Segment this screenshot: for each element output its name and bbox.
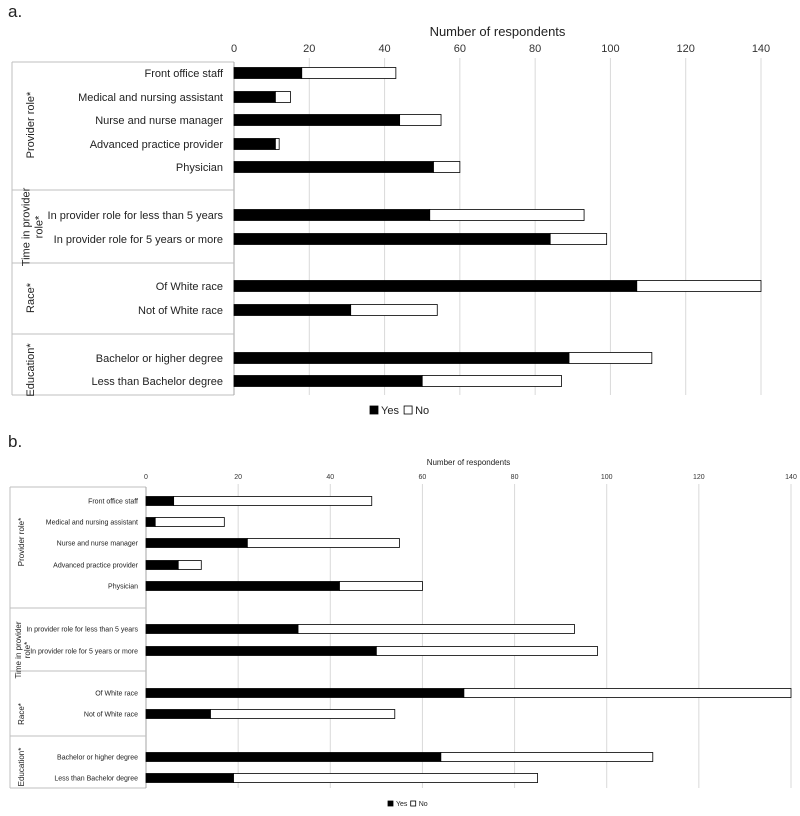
legend-swatch-no (411, 801, 416, 806)
x-tick-label: 0 (230, 43, 238, 55)
category-label: In provider role for 5 years or more (30, 648, 138, 656)
x-axis-title: Number of respondents (426, 458, 511, 467)
x-tick-label: 60 (418, 474, 427, 481)
x-tick-label: 100 (600, 474, 613, 481)
category-label: In provider role for 5 years or more (53, 233, 223, 246)
bar-no-physician (340, 582, 423, 591)
category-label: Front office staff (88, 498, 138, 506)
bar-yes-not-of-white-race (234, 305, 351, 316)
legend-label-no: No (415, 405, 430, 417)
category-label: Not of White race (83, 711, 138, 719)
bar-no-bachelor-or-higher-degree (441, 753, 653, 762)
bar-yes-physician (234, 162, 434, 173)
x-tick-label: 80 (529, 43, 542, 55)
chart-b (0, 430, 800, 816)
legend-swatch-yes (370, 406, 378, 414)
bar-yes-in-provider-role-for-less-than-5-years (234, 210, 430, 221)
bar-no-not-of-white-race (211, 710, 395, 719)
x-tick-label: 0 (144, 474, 148, 481)
legend (370, 405, 429, 417)
x-tick-label: 100 (601, 43, 620, 55)
x-tick-label: 140 (785, 474, 797, 481)
bar-yes-physician (146, 582, 340, 591)
bar-yes-in-provider-role-for-5-years-or-more (146, 647, 376, 656)
bar-yes-of-white-race (146, 689, 464, 698)
bar-no-medical-and-nursing-assistant (275, 92, 290, 103)
bar-no-front-office-staff (174, 497, 372, 506)
category-label: Physician (108, 583, 138, 591)
x-tick-label: 40 (378, 43, 391, 55)
x-tick-label: 140 (751, 43, 771, 55)
legend-swatch-no (404, 406, 412, 414)
bar-no-less-than-bachelor-degree (422, 376, 561, 387)
bar-no-physician (434, 162, 460, 173)
category-label: Bachelor or higher degree (95, 352, 223, 365)
bar-yes-front-office-staff (234, 68, 302, 79)
bar-no-in-provider-role-for-less-than-5-years (430, 210, 584, 221)
bar-no-bachelor-or-higher-degree (569, 353, 652, 364)
bar-yes-less-than-bachelor-degree (234, 376, 422, 387)
panel-b-label: b. (8, 432, 23, 451)
category-label: In provider role for less than 5 years (26, 626, 138, 634)
x-axis-title: Number of respondents (429, 24, 566, 39)
bar-yes-not-of-white-race (146, 710, 211, 719)
category-label: Medical and nursing assistant (45, 519, 138, 527)
bar-yes-nurse-and-nurse-manager (146, 539, 247, 548)
bar-yes-front-office-staff (146, 497, 174, 506)
bar-no-front-office-staff (302, 68, 396, 79)
x-tick-label: 20 (234, 474, 243, 481)
bar-no-advanced-practice-provider (178, 561, 201, 570)
legend-swatch-yes (388, 801, 393, 806)
bar-no-of-white-race (464, 689, 791, 698)
bar-no-advanced-practice-provider (275, 139, 279, 150)
bar-no-medical-and-nursing-assistant (155, 518, 224, 527)
group-label-time-in-provider-role: Time in providerrole* (13, 621, 32, 679)
category-label: Less than Bachelor degree (91, 375, 223, 388)
bar-no-less-than-bachelor-degree (234, 774, 538, 783)
bar-no-in-provider-role-for-5-years-or-more (550, 234, 606, 245)
bar-yes-bachelor-or-higher-degree (234, 353, 569, 364)
x-tick-label: 120 (676, 43, 695, 55)
category-label: In provider role for less than 5 years (47, 209, 223, 222)
x-tick-label: 20 (303, 43, 316, 55)
bar-no-not-of-white-race (351, 305, 438, 316)
legend-label-yes: Yes (396, 801, 408, 808)
x-tick-label: 60 (453, 43, 466, 55)
category-label: Nurse and nurse manager (56, 540, 138, 548)
bar-yes-of-white-race (234, 281, 637, 292)
bar-no-of-white-race (637, 281, 761, 292)
category-label: Bachelor or higher degree (57, 754, 138, 762)
bar-yes-medical-and-nursing-assistant (146, 518, 155, 527)
category-label: Advanced practice provider (53, 562, 138, 570)
category-label: Advanced practice provider (89, 138, 223, 151)
legend-label-yes: Yes (381, 405, 399, 417)
bar-no-nurse-and-nurse-manager (400, 115, 441, 126)
bar-yes-bachelor-or-higher-degree (146, 753, 441, 762)
group-label-provider-role: Provider role* (25, 91, 37, 159)
legend (388, 801, 428, 808)
group-label-education: Education* (17, 747, 26, 787)
group-label-race: Race* (17, 703, 26, 725)
category-label: Front office staff (144, 67, 223, 80)
category-label: Nurse and nurse manager (95, 114, 223, 127)
bar-no-nurse-and-nurse-manager (247, 539, 399, 548)
group-label-time-in-provider-role: Time in providerrole* (20, 187, 46, 267)
category-label: Not of White race (138, 304, 223, 317)
panel-a-label: a. (8, 2, 23, 21)
bar-yes-less-than-bachelor-degree (146, 774, 234, 783)
group-label-provider-role: Provider role* (17, 517, 26, 567)
bar-yes-nurse-and-nurse-manager (234, 115, 400, 126)
x-tick-label: 80 (510, 474, 519, 481)
bar-yes-in-provider-role-for-5-years-or-more (234, 234, 550, 245)
bar-yes-medical-and-nursing-assistant (234, 92, 275, 103)
category-label: Of White race (95, 690, 138, 698)
bar-yes-advanced-practice-provider (234, 139, 275, 150)
bar-no-in-provider-role-for-less-than-5-years (298, 625, 574, 634)
group-label-race: Race* (25, 283, 37, 313)
group-label-education: Education* (25, 343, 37, 397)
category-label: Less than Bachelor degree (54, 775, 138, 783)
category-label: Physician (175, 161, 223, 174)
x-tick-label: 40 (326, 474, 335, 481)
bar-yes-in-provider-role-for-less-than-5-years (146, 625, 298, 634)
category-label: Of White race (155, 280, 223, 293)
category-label: Medical and nursing assistant (78, 91, 223, 104)
x-tick-label: 120 (693, 474, 705, 481)
bar-no-in-provider-role-for-5-years-or-more (376, 647, 597, 656)
bar-yes-advanced-practice-provider (146, 561, 178, 570)
legend-label-no: No (418, 801, 428, 808)
